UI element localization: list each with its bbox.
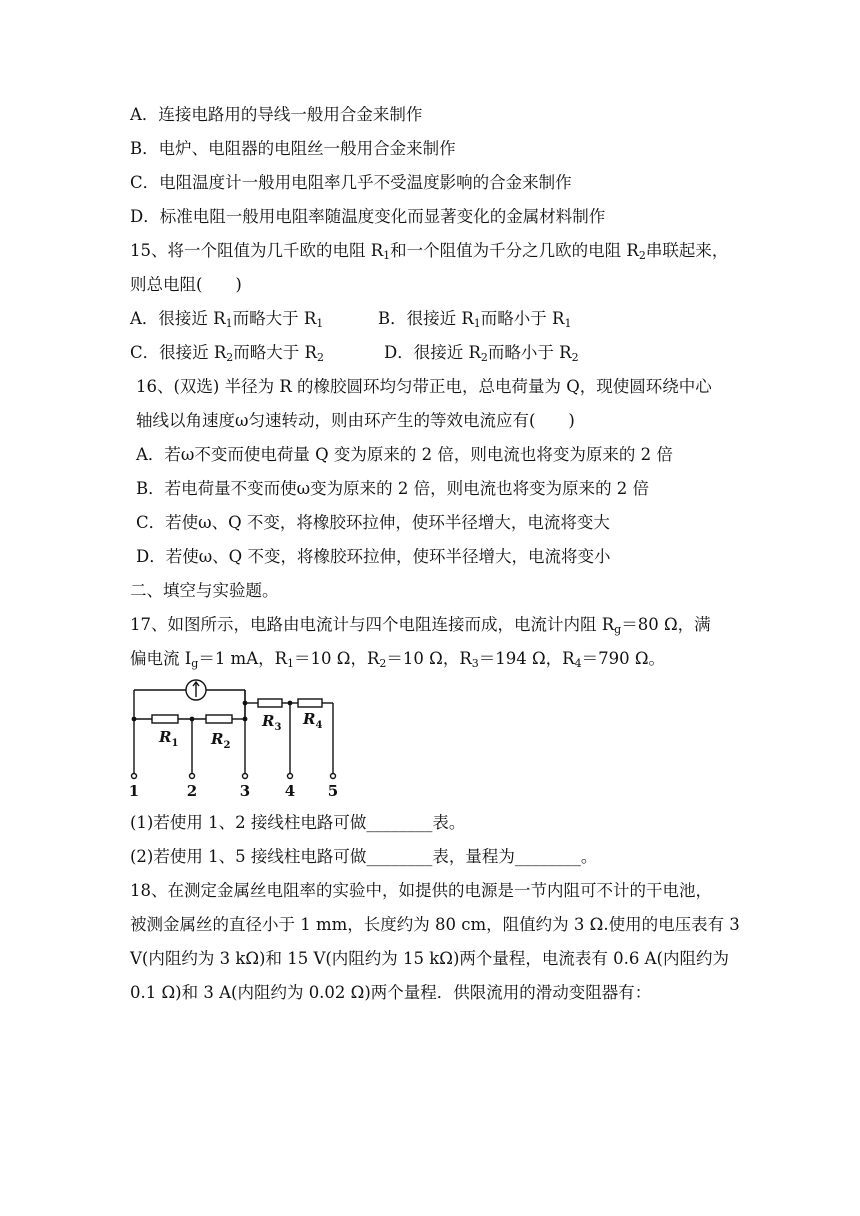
q15-stem-line1: 15、将一个阻值为几千欧的电阻 $R_1$和一个阻值为千分之几欧的电阻 $R_2$串联起来，: [130, 241, 729, 262]
terminal-4-post: [288, 774, 293, 779]
q15-option-b: B．很接近 $R_1$而略小于 $R_1$: [378, 309, 572, 330]
q16-stem-line1: 16、(双选) 半径为 R 的橡胶圆环均匀带正电，总电荷量为 Q，现使圆环绕中心: [136, 377, 712, 396]
circuit-diagram: [118, 672, 358, 802]
junction-dot: [190, 717, 195, 722]
label-r2: $R_2$: [211, 730, 231, 751]
junction-dot: [288, 701, 293, 706]
resistor-r4-symbol: [298, 699, 322, 707]
q14-option-b: B．电炉、电阻器的电阻丝一般用合金来制作: [130, 139, 456, 158]
q16-option-d: D．若使ω、Q 不变，将橡胶环拉伸，使环半径增大，电流将变小: [136, 547, 611, 566]
q17-stem-line2: 偏电流 $I_g=1$ mA，$R_1=10$ Ω，$R_2=10$ Ω，$R_3=194$ Ω，$R_4=790$ Ω。: [130, 649, 666, 670]
resistor-r1-symbol: [152, 715, 178, 723]
terminal-3-post: [243, 774, 248, 779]
resistor-r2-symbol: [206, 715, 232, 723]
label-r4: $R_4$: [303, 710, 323, 731]
terminal-2-post: [190, 774, 195, 779]
q17-stem-line1: 17、如图所示，电路由电流计与四个电阻连接而成，电流计内阻 $R_g=80$ Ω，满: [130, 615, 711, 636]
terminal-5-label: 5: [327, 782, 339, 800]
q14-option-d: D．标准电阻一般用电阻率随温度变化而显著变化的金属材料制作: [130, 207, 606, 226]
terminal-3-label: 3: [239, 782, 251, 800]
terminal-4-label: 4: [284, 782, 296, 800]
q16-option-b: B．若电荷量不变而使ω变为原来的 2 倍，则电流也将变为原来的 2 倍: [136, 479, 650, 498]
terminal-5-post: [331, 774, 336, 779]
label-r1: $R_1$: [159, 728, 179, 749]
junction-dot: [243, 717, 248, 722]
q17-subquestion-2: (2)若使用 1、5 接线柱电路可做________表，量程为________。: [130, 847, 598, 866]
q16-stem-line2: 轴线以角速度ω匀速转动，则由环产生的等效电流应有( ): [136, 411, 575, 430]
q14-option-c: C．电阻温度计一般用电阻率几乎不受温度影响的合金来制作: [130, 173, 572, 192]
label-r3: $R_3$: [262, 712, 282, 733]
q15-option-a: A．很接近 $R_1$而略大于 $R_1$: [130, 309, 324, 330]
q18-line-4: 0.1 Ω)和 3 A(内阻约为 0.02 Ω)两个量程．供限流用的滑动变阻器有：: [130, 983, 652, 1002]
q16-option-a: A．若ω不变而使电荷量 Q 变为原来的 2 倍，则电流也将变为原来的 2 倍: [136, 445, 673, 464]
q18-line-3: V(内阻约为 3 kΩ)和 15 V(内阻约为 15 kΩ)两个量程，电流表有 0.6 A(内阻约为: [130, 949, 729, 968]
junction-dot: [132, 717, 137, 722]
terminal-1-label: 1: [128, 782, 140, 800]
resistor-r3-symbol: [258, 699, 282, 707]
junction-dot: [243, 701, 248, 706]
section-heading: 二、填空与实验题。: [130, 581, 279, 600]
q14-option-a: A．连接电路用的导线一般用合金来制作: [130, 105, 423, 124]
terminal-1-post: [132, 774, 137, 779]
q15-stem-line2: 则总电阻( ): [130, 275, 242, 294]
terminal-2-label: 2: [186, 782, 198, 800]
q17-subquestion-1: (1)若使用 1、2 接线柱电路可做________表。: [130, 813, 466, 832]
q16-option-c: C．若使ω、Q 不变，将橡胶环拉伸，使环半径增大，电流将变大: [136, 513, 610, 532]
q15-option-c: C．很接近 $R_2$而略大于 $R_2$: [130, 343, 324, 364]
q18-line-1: 18、在测定金属丝电阻率的实验中，如提供的电源是一节内阻可不计的干电池，: [130, 881, 712, 900]
q18-line-2: 被测金属丝的直径小于 1 mm，长度约为 80 cm，阻值约为 3 Ω.使用的电压表有 3: [130, 915, 740, 934]
q15-option-d: D．很接近 $R_2$而略小于 $R_2$: [384, 343, 579, 364]
